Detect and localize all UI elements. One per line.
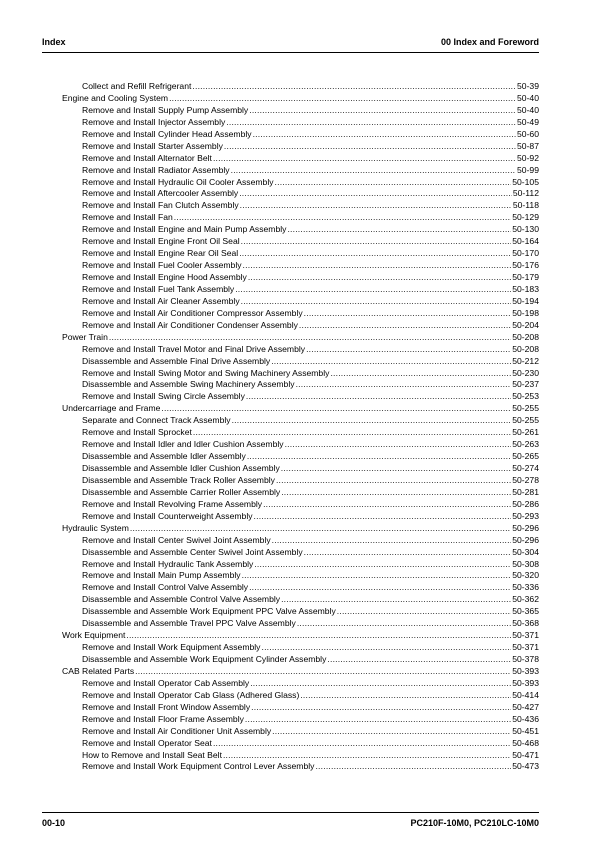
dot-leader bbox=[241, 296, 512, 308]
dot-leader bbox=[281, 487, 511, 499]
index-entry[interactable] bbox=[62, 439, 539, 451]
dot-leader bbox=[239, 188, 512, 200]
entry-title: Remove and Install Travel Motor and Final Drive Assembly bbox=[82, 343, 306, 354]
entry-page-number: 50-176 bbox=[512, 260, 539, 271]
entry-title: Remove and Install Front Window Assembly bbox=[82, 701, 251, 712]
entry-page-number: 50-255 bbox=[512, 403, 539, 414]
index-entry[interactable] bbox=[62, 320, 539, 332]
index-entry[interactable] bbox=[62, 702, 539, 714]
dot-leader bbox=[135, 666, 511, 678]
entry-title: Remove and Install Hydraulic Tank Assembly bbox=[82, 558, 254, 569]
entry-title: Remove and Install Revolving Frame Assembly bbox=[82, 498, 263, 509]
dot-leader bbox=[327, 654, 511, 666]
entry-title: Remove and Install Hydraulic Oil Cooler Assembly bbox=[82, 176, 274, 187]
index-entry[interactable] bbox=[62, 344, 539, 356]
dot-leader bbox=[297, 618, 511, 630]
header-chapter-title: 00 Index and Foreword bbox=[440, 37, 539, 47]
dot-leader bbox=[169, 93, 516, 105]
index-entry[interactable] bbox=[62, 463, 539, 475]
entry-page-number: 50-362 bbox=[512, 594, 539, 605]
entry-title: Remove and Install Swing Circle Assembly bbox=[82, 391, 245, 402]
entry-title: Remove and Install Operator Cab Glass (Adhered Glass) bbox=[82, 689, 300, 700]
index-entry[interactable] bbox=[62, 129, 539, 141]
entry-title: Remove and Install Aftercooler Assembly bbox=[82, 188, 239, 199]
entry-title: Disassemble and Assemble Track Roller Assembly bbox=[82, 474, 275, 485]
dot-leader bbox=[251, 702, 511, 714]
entry-page-number: 50-237 bbox=[512, 379, 539, 390]
entry-page-number: 50-212 bbox=[512, 355, 539, 366]
dot-leader bbox=[250, 678, 511, 690]
index-entry[interactable] bbox=[62, 141, 539, 153]
entry-title: Remove and Install Fan Clutch Assembly bbox=[82, 200, 239, 211]
entry-page-number: 50-253 bbox=[512, 391, 539, 402]
dot-leader bbox=[109, 332, 511, 344]
entry-title: Remove and Install Control Valve Assembly bbox=[82, 582, 249, 593]
index-entry[interactable] bbox=[62, 535, 539, 547]
dot-leader bbox=[299, 320, 511, 332]
index-entry[interactable] bbox=[62, 356, 539, 368]
entry-page-number: 50-368 bbox=[512, 618, 539, 629]
dot-leader bbox=[304, 308, 512, 320]
dot-leader bbox=[261, 642, 511, 654]
entry-page-number: 50-170 bbox=[512, 248, 539, 259]
entry-page-number: 50-296 bbox=[512, 522, 539, 533]
entry-title: Remove and Install Counterweight Assembly bbox=[82, 510, 253, 521]
entry-title: Remove and Install Radiator Assembly bbox=[82, 164, 230, 175]
entry-title: Disassemble and Assemble Work Equipment Cylinder Assembly bbox=[82, 654, 327, 664]
entry-title: Remove and Install Air Cleaner Assembly bbox=[82, 295, 240, 306]
entry-title: Hydraulic System bbox=[62, 522, 129, 533]
entry-title: Remove and Install Cylinder Head Assembly bbox=[82, 128, 252, 139]
model-name: PC210F-10M0, PC210LC-10M0 bbox=[410, 818, 539, 828]
dot-leader bbox=[285, 439, 512, 451]
entry-page-number: 50-365 bbox=[512, 606, 539, 617]
entry-title: Disassemble and Assemble Work Equipment PPC Valve Assembly bbox=[82, 606, 336, 617]
index-entry[interactable] bbox=[62, 165, 539, 177]
entry-page-number: 50-265 bbox=[512, 451, 539, 462]
page-number: 00-10 bbox=[42, 818, 66, 828]
entry-title: Remove and Install Work Equipment Assembly bbox=[82, 642, 261, 653]
entry-title: Disassemble and Assemble Center Swivel Joint Assembly bbox=[82, 546, 303, 557]
entry-title: Remove and Install Engine Front Oil Seal bbox=[82, 236, 240, 247]
index-section-entry[interactable] bbox=[62, 93, 539, 105]
index-section-entry[interactable] bbox=[62, 523, 539, 535]
entry-page-number: 50-129 bbox=[512, 212, 539, 223]
entry-title: Undercarriage and Frame bbox=[62, 403, 161, 414]
entry-page-number: 50-60 bbox=[517, 128, 539, 139]
index-entry[interactable] bbox=[62, 547, 539, 559]
entry-title: Disassemble and Assemble Control Valve Assembly bbox=[82, 594, 281, 605]
index-section-entry[interactable] bbox=[62, 403, 539, 415]
dot-leader bbox=[245, 714, 511, 726]
dot-leader bbox=[246, 391, 511, 403]
index-entry[interactable] bbox=[62, 200, 539, 212]
dot-leader bbox=[276, 475, 511, 487]
index-entry[interactable] bbox=[62, 236, 539, 248]
index-entry[interactable] bbox=[62, 559, 539, 571]
dot-leader bbox=[192, 81, 516, 93]
dot-leader bbox=[249, 105, 516, 117]
entry-page-number: 50-112 bbox=[512, 188, 539, 199]
index-entry[interactable] bbox=[62, 212, 539, 224]
entry-page-number: 50-293 bbox=[512, 510, 539, 521]
entry-page-number: 50-198 bbox=[512, 307, 539, 318]
entry-title: Separate and Connect Track Assembly bbox=[82, 415, 231, 426]
entry-page-number: 50-105 bbox=[512, 176, 539, 187]
index-entry[interactable] bbox=[62, 224, 539, 236]
dot-leader bbox=[281, 594, 511, 606]
index-entry[interactable] bbox=[62, 177, 539, 189]
dot-leader bbox=[193, 427, 511, 439]
entry-title: Work Equipment bbox=[62, 630, 126, 641]
entry-title: Disassemble and Assemble Travel PPC Valve Assembly bbox=[82, 618, 296, 629]
entry-title: Engine and Cooling System bbox=[62, 92, 169, 103]
entry-page-number: 50-320 bbox=[512, 570, 539, 581]
entry-title: Remove and Install Engine and Main Pump Assembly bbox=[82, 224, 287, 235]
entry-title: Power Train bbox=[62, 331, 108, 342]
dot-leader bbox=[242, 570, 512, 582]
index-entry[interactable] bbox=[62, 642, 539, 654]
entry-page-number: 50-87 bbox=[517, 140, 539, 151]
entry-title: Remove and Install Air Conditioner Condenser Assembly bbox=[82, 319, 298, 330]
dot-leader bbox=[213, 153, 516, 165]
entry-title: Disassemble and Assemble Carrier Roller Assembly bbox=[82, 486, 281, 497]
index-entry[interactable] bbox=[62, 451, 539, 463]
dot-leader bbox=[272, 726, 511, 738]
entry-page-number: 50-49 bbox=[517, 116, 539, 127]
dot-leader bbox=[213, 738, 511, 750]
index-entry[interactable] bbox=[62, 248, 539, 260]
entry-page-number: 50-436 bbox=[512, 713, 539, 724]
entry-title: Collect and Refill Refrigerant bbox=[82, 81, 192, 91]
entry-title: Remove and Install Center Swivel Joint Assembly bbox=[82, 534, 271, 545]
dot-leader bbox=[226, 117, 516, 129]
index-entry[interactable] bbox=[62, 761, 539, 773]
entry-title: Remove and Install Floor Frame Assembly bbox=[82, 713, 244, 724]
index-entry[interactable] bbox=[62, 117, 539, 129]
index-entry[interactable] bbox=[62, 415, 539, 427]
index-entry[interactable] bbox=[62, 738, 539, 750]
entry-page-number: 50-179 bbox=[512, 272, 539, 282]
entry-page-number: 50-99 bbox=[517, 164, 539, 175]
index-entry[interactable] bbox=[62, 153, 539, 165]
dot-leader bbox=[223, 750, 511, 762]
dot-leader bbox=[304, 547, 512, 559]
entry-title: Remove and Install Injector Assembly bbox=[82, 116, 226, 127]
index-entry[interactable] bbox=[62, 606, 539, 618]
entry-title: Remove and Install Swing Motor and Swing Machinery Assembly bbox=[82, 367, 330, 378]
entry-page-number: 50-304 bbox=[512, 546, 539, 557]
entry-title: Remove and Install Air Conditioner Compressor Assembly bbox=[82, 307, 303, 318]
entry-page-number: 50-378 bbox=[512, 654, 539, 664]
index-section-entry[interactable] bbox=[62, 332, 539, 344]
entry-page-number: 50-39 bbox=[517, 81, 539, 91]
entry-page-number: 50-164 bbox=[512, 236, 539, 247]
entry-page-number: 50-393 bbox=[512, 665, 539, 676]
dot-leader bbox=[231, 165, 516, 177]
entry-page-number: 50-336 bbox=[512, 582, 539, 593]
entry-page-number: 50-130 bbox=[512, 224, 539, 235]
index-entry[interactable] bbox=[62, 427, 539, 439]
entry-page-number: 50-263 bbox=[512, 439, 539, 450]
entry-title: How to Remove and Install Seat Belt bbox=[82, 749, 222, 760]
dot-leader bbox=[315, 761, 511, 773]
index-entry[interactable] bbox=[62, 594, 539, 606]
dot-leader bbox=[235, 284, 511, 296]
entry-page-number: 50-278 bbox=[512, 474, 539, 485]
header-rule bbox=[42, 52, 539, 53]
dot-leader bbox=[306, 344, 511, 356]
dot-leader bbox=[263, 499, 511, 511]
dot-leader bbox=[224, 141, 516, 153]
index-entry[interactable] bbox=[62, 284, 539, 296]
dot-leader bbox=[240, 200, 512, 212]
entry-title: Remove and Install Fuel Cooler Assembly bbox=[82, 260, 242, 271]
entry-page-number: 50-194 bbox=[512, 295, 539, 306]
dot-leader bbox=[330, 368, 511, 380]
entry-title: Remove and Install Engine Rear Oil Seal bbox=[82, 248, 239, 259]
page-header bbox=[42, 37, 539, 53]
entry-title: Remove and Install Air Conditioner Unit Assembly bbox=[82, 725, 272, 736]
entry-page-number: 50-281 bbox=[512, 486, 539, 497]
entry-title: Remove and Install Idler and Idler Cushion Assembly bbox=[82, 439, 284, 450]
entry-title: Remove and Install Engine Hood Assembly bbox=[82, 272, 247, 282]
index-entry[interactable] bbox=[62, 654, 539, 666]
entry-title: Remove and Install Supply Pump Assembly bbox=[82, 104, 249, 115]
entry-title: Disassemble and Assemble Final Drive Assembly bbox=[82, 355, 271, 366]
dot-leader bbox=[275, 177, 512, 189]
entry-page-number: 50-371 bbox=[512, 642, 539, 653]
entry-page-number: 50-427 bbox=[512, 701, 539, 712]
entry-page-number: 50-230 bbox=[512, 367, 539, 378]
entry-page-number: 50-261 bbox=[512, 427, 539, 438]
dot-leader bbox=[249, 582, 511, 594]
entry-title: Disassemble and Assemble Idler Cushion Assembly bbox=[82, 463, 280, 473]
header-section-title: Index bbox=[42, 37, 66, 47]
index-entry[interactable] bbox=[62, 188, 539, 200]
entry-title: CAB Related Parts bbox=[62, 665, 135, 676]
entry-title: Remove and Install Work Equipment Control Lever Assembly bbox=[82, 761, 315, 772]
entry-page-number: 50-255 bbox=[512, 415, 539, 426]
index-entry[interactable] bbox=[62, 296, 539, 308]
index-entry[interactable] bbox=[62, 391, 539, 403]
entry-page-number: 50-204 bbox=[512, 319, 539, 330]
entry-page-number: 50-471 bbox=[512, 749, 539, 760]
entry-page-number: 50-286 bbox=[512, 498, 539, 509]
index-entry[interactable] bbox=[62, 750, 539, 762]
index-entry[interactable] bbox=[62, 511, 539, 523]
dot-leader bbox=[287, 224, 511, 236]
entry-title: Remove and Install Sprocket bbox=[82, 427, 192, 438]
index-entry[interactable] bbox=[62, 260, 539, 272]
index-entry[interactable] bbox=[62, 690, 539, 702]
entry-page-number: 50-274 bbox=[512, 463, 539, 473]
entry-page-number: 50-40 bbox=[517, 104, 539, 115]
dot-leader bbox=[248, 272, 511, 284]
dot-leader bbox=[300, 690, 511, 702]
dot-leader bbox=[254, 559, 511, 571]
index-entry[interactable] bbox=[62, 726, 539, 738]
index-entry[interactable] bbox=[62, 475, 539, 487]
entry-page-number: 50-473 bbox=[512, 761, 539, 772]
index-entry[interactable] bbox=[62, 81, 539, 93]
entry-page-number: 50-40 bbox=[517, 92, 539, 103]
dot-leader bbox=[161, 403, 511, 415]
entry-page-number: 50-118 bbox=[512, 200, 539, 211]
entry-title: Remove and Install Main Pump Assembly bbox=[82, 570, 241, 581]
index-entry[interactable] bbox=[62, 308, 539, 320]
entry-title: Remove and Install Operator Seat bbox=[82, 737, 212, 748]
entry-page-number: 50-451 bbox=[512, 725, 539, 736]
index-list bbox=[62, 81, 539, 773]
index-entry[interactable] bbox=[62, 618, 539, 630]
dot-leader bbox=[239, 248, 511, 260]
entry-page-number: 50-414 bbox=[512, 689, 539, 700]
entry-page-number: 50-92 bbox=[517, 152, 539, 163]
entry-page-number: 50-208 bbox=[512, 343, 539, 354]
entry-title: Disassemble and Assemble Idler Assembly bbox=[82, 451, 246, 462]
index-entry[interactable] bbox=[62, 714, 539, 726]
dot-leader bbox=[281, 463, 511, 475]
dot-leader bbox=[272, 535, 512, 547]
entry-page-number: 50-393 bbox=[512, 677, 539, 688]
dot-leader bbox=[174, 212, 511, 224]
entry-title: Remove and Install Starter Assembly bbox=[82, 140, 223, 151]
dot-leader bbox=[126, 630, 511, 642]
dot-leader bbox=[247, 451, 511, 463]
entry-title: Remove and Install Operator Cab Assembly bbox=[82, 677, 250, 688]
entry-page-number: 50-208 bbox=[512, 331, 539, 342]
entry-title: Disassemble and Assemble Swing Machinery Assembly bbox=[82, 379, 295, 390]
index-entry[interactable] bbox=[62, 582, 539, 594]
entry-page-number: 50-296 bbox=[512, 534, 539, 545]
index-section-entry[interactable] bbox=[62, 666, 539, 678]
footer-rule bbox=[42, 812, 539, 813]
entry-title: Remove and Install Alternator Belt bbox=[82, 152, 212, 163]
dot-leader bbox=[254, 511, 512, 523]
index-entry[interactable] bbox=[62, 487, 539, 499]
index-entry[interactable] bbox=[62, 499, 539, 511]
index-section-entry[interactable] bbox=[62, 630, 539, 642]
entry-page-number: 50-183 bbox=[512, 283, 539, 294]
entry-page-number: 50-371 bbox=[512, 630, 539, 641]
index-entry[interactable] bbox=[62, 379, 539, 391]
index-entry[interactable] bbox=[62, 272, 539, 284]
dot-leader bbox=[232, 415, 512, 427]
dot-leader bbox=[253, 129, 516, 141]
dot-leader bbox=[130, 523, 511, 535]
entry-title: Remove and Install Fan bbox=[82, 212, 173, 223]
dot-leader bbox=[271, 356, 511, 368]
dot-leader bbox=[243, 260, 512, 272]
entry-page-number: 50-468 bbox=[512, 737, 539, 748]
index-entry[interactable] bbox=[62, 678, 539, 690]
entry-title: Remove and Install Fuel Tank Assembly bbox=[82, 283, 235, 294]
index-entry[interactable] bbox=[62, 570, 539, 582]
dot-leader bbox=[241, 236, 512, 248]
dot-leader bbox=[337, 606, 511, 618]
dot-leader bbox=[296, 379, 512, 391]
index-entry[interactable] bbox=[62, 368, 539, 380]
entry-page-number: 50-308 bbox=[512, 558, 539, 569]
index-entry[interactable] bbox=[62, 105, 539, 117]
